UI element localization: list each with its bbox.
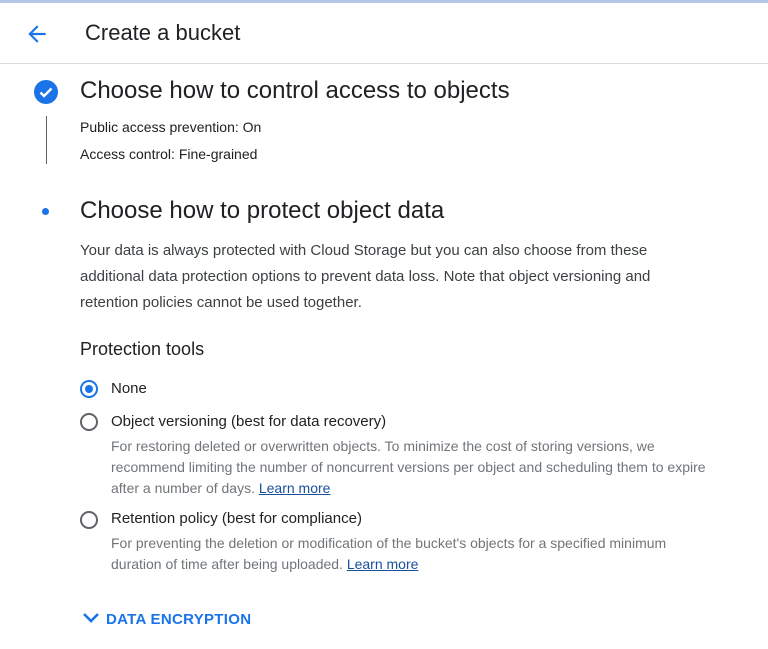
step-complete-check-icon [33,79,59,105]
protection-tools-heading: Protection tools [80,339,205,359]
step-connector-line [46,116,47,164]
radio-retention-policy[interactable] [80,511,98,529]
retention-policy-description-text: For preventing the deletion or modification of the bucket's objects for a specified minimum duration of time after being uploaded. [111,535,667,572]
retention-policy-description [111,533,691,575]
learn-more-link-retention[interactable]: Learn more [346,556,419,572]
object-versioning-description [111,436,711,499]
radio-object-versioning-label[interactable]: Object versioning (best for data recovery) [111,413,387,430]
radio-none-label[interactable]: None [111,380,147,397]
data-encryption-expander[interactable] [82,611,251,628]
step-title-access-control: Choose how to control access to objects [80,77,510,104]
radio-object-versioning[interactable] [80,413,98,431]
page-title: Create a bucket [85,20,241,45]
current-step-dot-icon [42,208,49,215]
back-arrow-icon[interactable] [24,21,50,47]
radio-retention-policy-label[interactable]: Retention policy (best for compliance) [111,510,362,527]
learn-more-link-versioning[interactable]: Learn more [258,480,331,496]
data-encryption-label: DATA ENCRYPTION [106,611,252,628]
summary-access-control: Access control: Fine-grained [80,146,258,162]
summary-public-access: Public access prevention: On [80,119,262,135]
radio-none[interactable] [80,380,98,398]
chevron-down-icon [82,611,100,628]
step-title-protect-data: Choose how to protect object data [80,197,445,224]
step-description: Your data is always protected with Cloud Storage but you can also choose from these additional data protection options to prevent data loss. Note that object versioning and retention policies cannot be used together. [80,242,651,311]
page-header [0,3,768,64]
object-versioning-description-text: For restoring deleted or overwritten objects. To minimize the cost of storing versions, we recommend limiting the number of noncurrent versions per object and scheduling them to expire after a number of days. [111,438,706,496]
